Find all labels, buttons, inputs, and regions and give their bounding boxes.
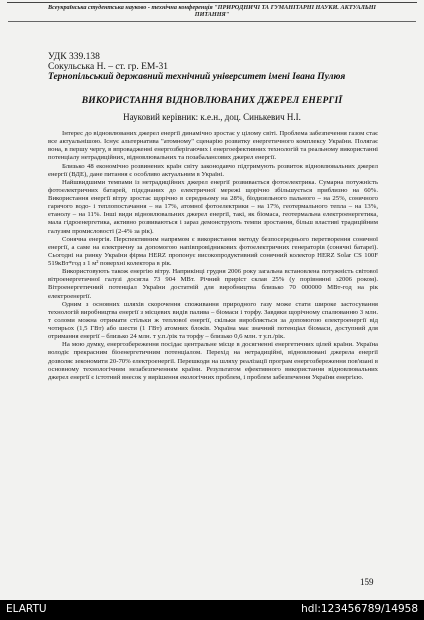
paragraph: Близько 48 економічно розвинених країн світу законодавчо підтримують розвиток відновлювальних джерел енергії (ВДЕ), дане питання є особливо актуальним в Україні. xyxy=(48,162,378,178)
udc-code: УДК 339.138 xyxy=(48,52,100,62)
advisor-line: Науковий керівник: к.е.н., доц. Синькевич Н.І. xyxy=(123,112,301,122)
article-body xyxy=(48,130,378,382)
article-title: ВИКОРИСТАННЯ ВІДНОВЛЮВАНИХ ДЖЕРЕЛ ЕНЕРГІЇ xyxy=(81,96,343,106)
handle-id: hdl:123456789/14958 xyxy=(301,603,418,615)
page-number: 159 xyxy=(360,577,374,587)
paragraph: На мою думку, енергозбереження посідає центральне місце в досягненні енергетичних цілей країни. Україна володіє прекрасним біоенергетичним потенціалом. Перехід на нетрадиційні, відновлювані джерела енергії дозволяє зекономити 20-70% електроенергії. Перешкоди на шляху реалізації програм енергозбереження пов'язані в основному технологічним незабезпеченням країни. Результатом ефективного використання відновлювальних джерел енергії є істотний внесок у вирішення екологічних проблем, і проблем забезпечення України енергією. xyxy=(48,341,378,381)
paragraph: Інтерес до відновлюваних джерел енергії динамічно зростає у цілому світі. Проблема забезпечення газом стає все актуальнішою. Існує альтернатива "атомному" сценарію розвитку енергетичного комплексу України. Полягає вона, в першу чергу, в впровадженні енергозберігаючих і енергоефективних технологій та реальному використанні потенціалу нетрадиційних, відновлювальних та позабалансових джерел енергії. xyxy=(48,130,378,162)
conference-header: Всеукраїнська студентська науково - технічна конференція "ПРИРОДНИЧІ ТА ГУМАНІТАРНІ НАУКИ. АКТУАЛЬНІ ПИТАННЯ" xyxy=(48,4,376,18)
paragraph: Використовують також енергію вітру. Наприкінці грудня 2006 року загальна встановлена потужність світової вітроенергетичної галузі досягла 73 904 МВт. Річний приріст склав 25% (у порівнянні з2006 роком). Вітроенергетичний потенціал України достатній для виробництва близько 70 000000 МВт-год на рік електроенергії. xyxy=(48,268,378,300)
repository-name: ELARTU xyxy=(6,603,47,615)
header-rule xyxy=(8,21,416,22)
author-line: Сокульська Н. – ст. гр. ЕМ-31 xyxy=(48,62,169,72)
paragraph: Найшвидшими темпами із нетрадиційних джерел енергії розвивається фотоелектрика. Сумарна потужність фотоелектричних батарей, підєднаних до електричної мережі щорічно збільшується приблизно на 60%. Використання енергії вітру зростає щорічно в середньому на 28%, біодизельного пального – на 25%, сонячного гарячого водо- і теплопостачання – на 17%, атомної фотоелектрики – на 17%, геотермального тепла – на 13%, етанолу – на 11%. Інші види відновлювальних джерел енергії, такі, як біомаса, геотермальна електроенергетика, мала гідроенергетика, активно розвиваються і зараз демонструють темпи зростання, більш властиві традиційним галузям промисловості (2-4% за рік). xyxy=(48,178,378,235)
repository-footer xyxy=(0,600,424,620)
top-rule xyxy=(7,2,417,3)
paragraph: Одним з основних шляхів скорочення споживання природного газу може стати широке застосування технологій виробництва енергії з місцевих видів палива – біомаси і торфу. Завдяки щорічному спалюванню 3 млн. т соломи можна отримати стільки ж теплової енергії, скільки виробляється за допомогою електроенергії від чотирьох (1,5 ГВт) або шести (1 ГВт) атомних блоків. Україна має значний потенціал біомаси, доступний для отримання енергії – близько 24 млн. т у.п./рік та торфу – близько 0,6 млн. т у.п./рік. xyxy=(48,300,378,341)
paragraph: Сонячна енергія. Перспективним напрямом є використання методу безпосереднього перетворення сонячної енергії, а саме на електричну за допомогою напівпровідникових фотоелектричних генераторів (сонячні батареї). Сьогодні на ринку України фірма HERZ пропонує високопродуктивний сонячний колектор HERZ Solar CS 100F 519кВт*год з 1 м² поверхні колектора в рік. xyxy=(48,235,378,267)
institution-line: Тернопільський державний технічний університет імені Івана Пулюя xyxy=(48,72,346,82)
